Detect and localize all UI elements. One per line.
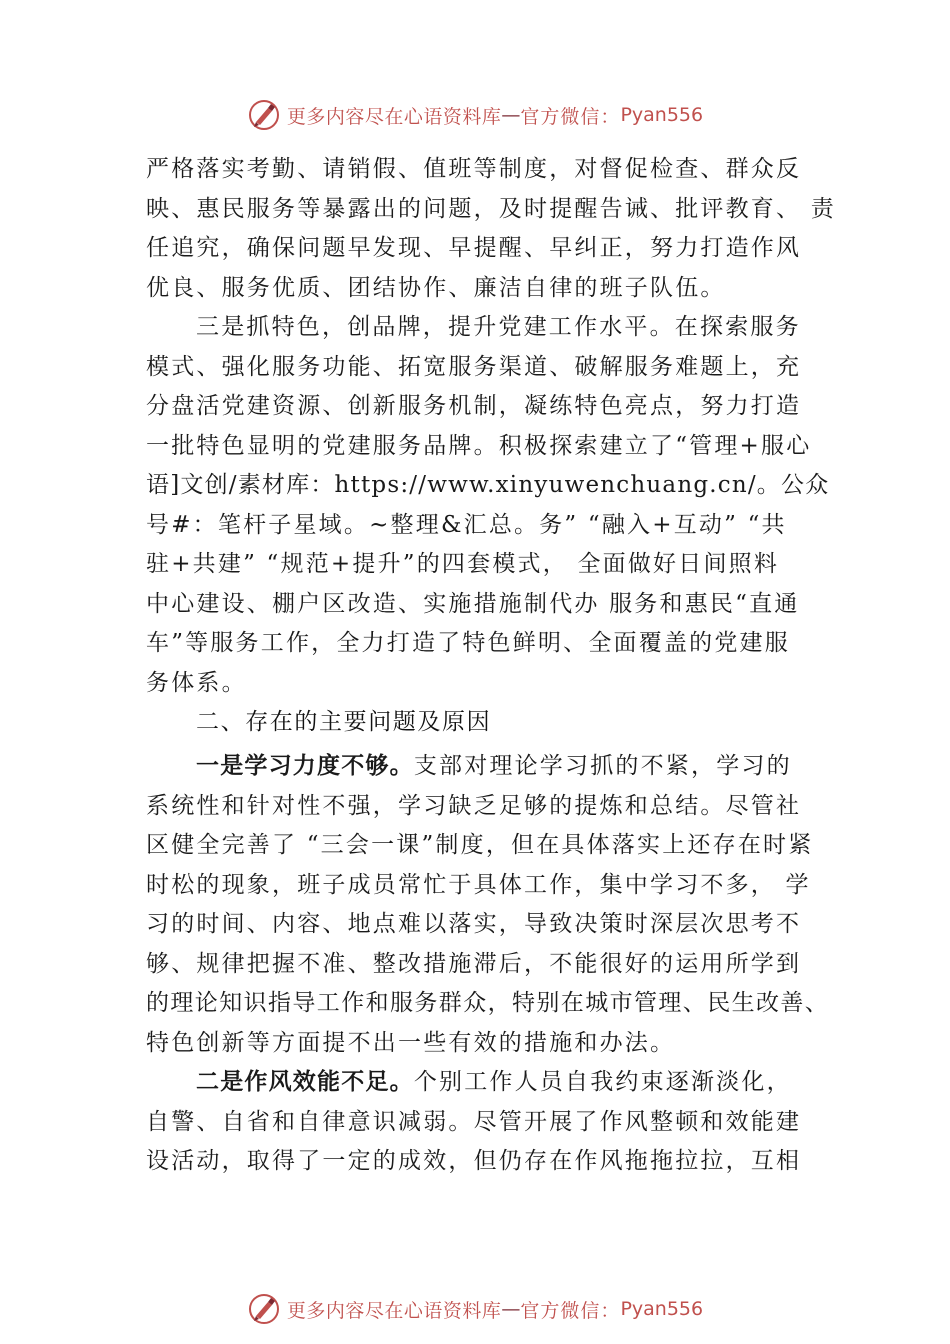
text-line: 三是抓特色，创品牌，提升党建工作水平。在探索服务 [196,314,801,340]
banner-wechat-id: Pyan556 [620,104,704,126]
text-line: 务体系。 [146,670,247,696]
text-line: 时松的现象，班子成员常忙于具体工作，集中学习不多， 学 [146,872,811,898]
pen-logo-icon [247,1292,281,1326]
text-line: 中心建设、棚户区改造、实施措施制代办 服务和惠民“直通 [146,591,800,617]
text-span: 支部对理论学习抓的不紧，学习的 [413,753,792,779]
text-line [196,752,792,780]
text-line: 映、惠民服务等暴露出的问题，及时提醒告诫、批评教育、 责 [146,196,836,222]
text-line: 习的时间、内容、地点难以落实，导致决策时深层次思考不 [146,911,802,937]
text-line: 分盘活党建资源、创新服务机制，凝练特色亮点，努力打造 [146,393,802,419]
text-span: 个别工作人员自我约束逐渐淡化， [413,1069,792,1095]
text-line: 够、规律把握不准、整改措施滞后，不能很好的运用所学到 [146,951,802,977]
footer-banner [0,1287,950,1331]
banner-dash: — [501,1298,521,1320]
text-line [196,1068,792,1096]
banner-wechat-id: Pyan556 [620,1298,704,1320]
section-heading: 二、存在的主要问题及原因 [196,709,492,735]
text-line: 模式、强化服务功能、拓宽服务渠道、破解服务难题上，充 [146,354,802,380]
text-line: 一批特色显明的党建服务品牌。积极探索建立了“管理+服心 [146,433,812,459]
text-line: 设活动，取得了一定的成效，但仍存在作风拖拖拉拉，互相 [146,1148,802,1174]
pen-logo-icon [247,98,281,132]
header-banner [0,93,950,137]
text-line: 号#：笔杆子星域。~整理&汇总。务” “融入+互动” “共 [146,512,787,538]
banner-title: 更多内容尽在心语资料库 [286,105,502,128]
text-line: 严格落实考勤、请销假、值班等制度，对督促检查、群众反 [146,156,802,182]
text-line: 系统性和针对性不强，学习缺乏足够的提炼和总结。尽管社 [146,793,802,819]
text-line: 优良、服务优质、团结协作、廉洁自律的班子队伍。 [146,275,726,301]
banner-wechat-label: 官方微信： [520,1299,621,1322]
bold-lead: 二是作风效能不足。 [196,1069,414,1095]
text-line: 驻+共建” “规范+提升”的四套模式， 全面做好日间照料 [146,551,780,577]
text-line: 车”等服务工作，全力打造了特色鲜明、全面覆盖的党建服 [146,630,790,656]
banner-title: 更多内容尽在心语资料库 [286,1299,502,1322]
bold-lead: 一是学习力度不够。 [196,753,414,779]
text-line: 特色创新等方面提不出一些有效的措施和办法。 [146,1030,676,1056]
text-line: 自警、自省和自律意识减弱。尽管开展了作风整顿和效能建 [146,1109,802,1135]
text-line: 区健全完善了 “三会一课”制度，但在具体落实上还存在时紧 [146,832,814,858]
text-line: 任追究，确保问题早发现、早提醒、早纠正，努力打造作风 [146,235,802,261]
text-line: 语]文创/素材库：https://www.xinyuwenchuang.cn/。公众 [146,472,830,498]
banner-wechat-label: 官方微信： [520,105,621,128]
text-line: 的理论知识指导工作和服务群众，特别在城市管理、民生改善、 [146,990,830,1016]
banner-dash: — [501,104,521,126]
